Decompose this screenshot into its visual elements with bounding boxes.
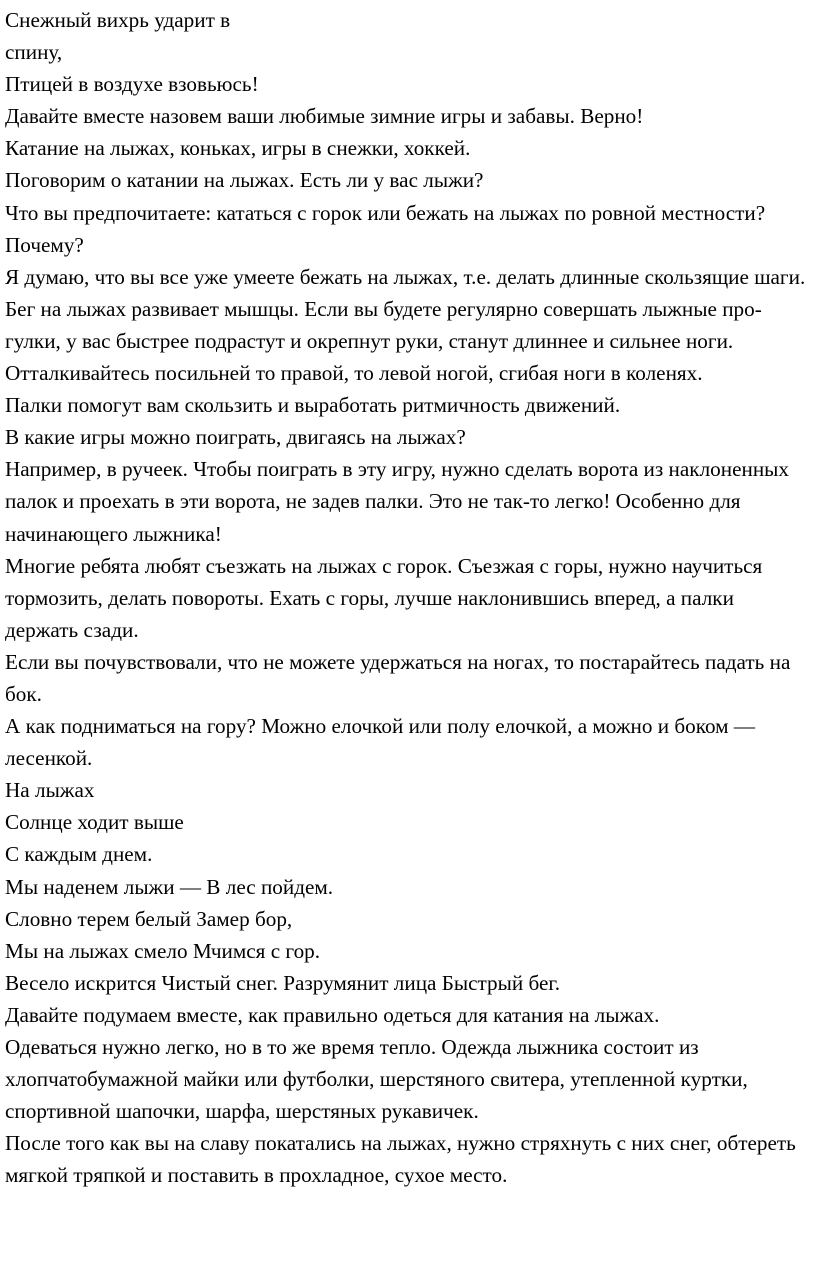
paragraph: Поговорим о катании на лыжах. Есть ли у вас лыжи? <box>5 168 484 193</box>
paragraph: Катание на лыжах, коньках, игры в снежки, хоккей. <box>5 136 471 161</box>
paragraph: Если вы почувствовали, что не можете удержаться на ногах, то постарайтесь падать на бок. <box>5 649 791 706</box>
poem-line: Солнце ходит выше <box>5 810 184 835</box>
poem-line: Мы на лыжах смело Мчимся с гор. <box>5 938 321 963</box>
poem-line: Мы наденем лыжи — В лес пойдем. <box>5 874 334 899</box>
paragraph: Например, в ручеек. Чтобы поиграть в эту игру, нужно сделать ворота из наклоненных палок и проехать в эти ворота, не задев палки. Это не так-то легко! Особенно для начинающего лыжника! <box>5 457 790 546</box>
paragraph: А как подниматься на гору? Можно елочкой или полу елочкой, а можно и боком — лесенкой. <box>5 714 756 771</box>
poem-line: С каждым днем. <box>5 842 153 867</box>
paragraph: После того как вы на славу покатались на лыжах, нужно стряхнуть с них снег, обтереть мягкой тряпкой и поставить в прохладное, сухое место. <box>5 1131 796 1188</box>
paragraph: Я думаю, что вы все уже умеете бежать на лыжах, т.е. делать длинные скользящие шаги. Бег на лыжах развивает мышцы. Если вы будете регулярно совершать лыжные про- <box>5 264 806 321</box>
poem-line: Снежный вихрь ударит в <box>5 8 231 32</box>
paragraph: Одеваться нужно легко, но в то же время тепло. Одежда лыжника состоит из хлопчатобумажной майки или футболки, шерстяного свитера, утепленной куртки, спортивной шапочки, шарфа, шерстяных рукавичек. <box>5 1035 748 1124</box>
paragraph: Отталкивайтесь посильней то правой, то левой ногой, сгибая ноги в коленях. <box>5 361 703 386</box>
poem-title: На лыжах <box>5 778 95 803</box>
paragraph: В какие игры можно поиграть, двигаясь на лыжах? <box>5 425 466 450</box>
poem-line: Весело искрится Чистый снег. Разрумянит лица Быстрый бег. <box>5 970 561 995</box>
paragraph: Давайте подумаем вместе, как правильно одеться для катания на лыжах. <box>5 1002 660 1027</box>
poem-line: спину, <box>5 40 63 65</box>
paragraph: Палки помогут вам скользить и выработать ритмичность движений. <box>5 393 621 418</box>
poem-line: Птицей в воздухе взовьюсь! <box>5 72 259 97</box>
paragraph: Что вы предпочитаете: кататься с горок или бежать на лыжах по ровной местности? Почему? <box>5 200 766 257</box>
paragraph: гулки, у вас быстрее подрастут и окрепнут руки, станут длиннее и сильнее ноги. <box>5 328 734 353</box>
document-body <box>5 4 811 1191</box>
paragraph: Давайте вместе назовем ваши любимые зимние игры и забавы. Верно! <box>5 104 644 129</box>
poem-line: Словно терем белый Замер бор, <box>5 906 293 931</box>
paragraph: Многие ребята любят съезжать на лыжах с горок. Съезжая с горы, нужно научиться тормозить, делать повороты. Ехать с горы, лучше наклонившись вперед, а палки держать сзади. <box>5 553 763 642</box>
